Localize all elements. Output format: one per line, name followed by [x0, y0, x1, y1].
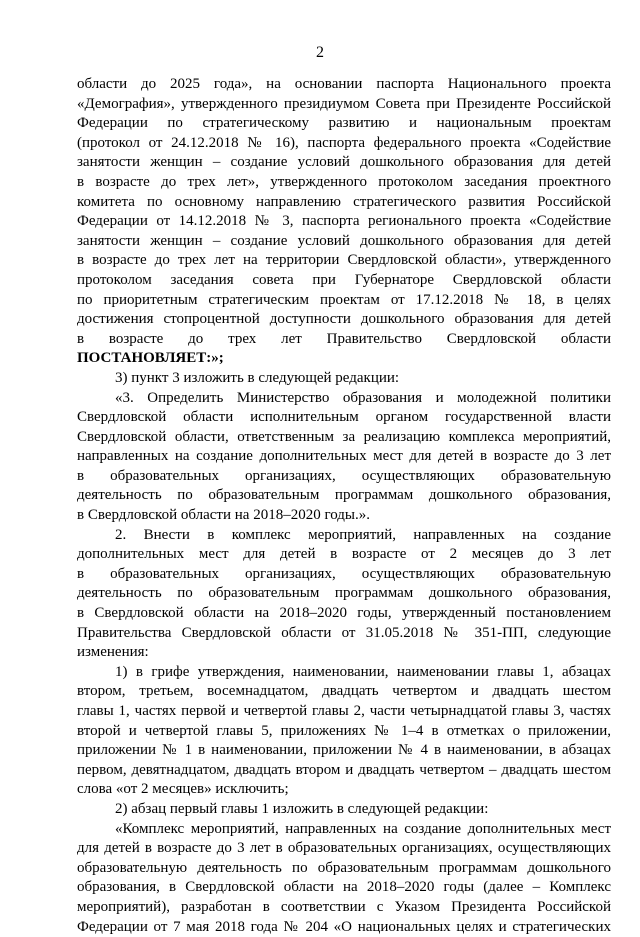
- text-line: Свердловской области, ответственным за реализацию комплекса мероприятий,: [77, 428, 611, 445]
- text-line: в возрасте до трех лет», утвержденного протоколом заседания проектного: [77, 173, 611, 190]
- text-line: первом, девятнадцатом, двадцать втором и двадцать четвертом – двадцать шестом: [77, 761, 611, 778]
- document-body: [77, 75, 611, 937]
- text-line: Федерации от 14.12.2018 № 3, паспорта регионального проекта «Содействие: [77, 213, 611, 230]
- text-line: мероприятий), разработан в соответствии с Указом Президента Российской: [77, 898, 611, 915]
- text-line: Федерации от 7 мая 2018 года № 204 «О национальных целях и стратегических: [77, 918, 611, 935]
- text-line: втором, третьем, восемнадцатом, двадцать четвертом и двадцать шестом: [77, 683, 611, 700]
- text-line: в возрасте до трех лет Правительство Свердловской области: [77, 330, 611, 347]
- text-line: «Демография», утвержденного президиумом Совета при Президенте Российской: [77, 95, 611, 112]
- text-line: 3) пункт 3 изложить в следующей редакции:: [115, 369, 400, 386]
- text-line: в Свердловской области на 2018–2020 годы.».: [77, 507, 370, 524]
- decree-keyword-line: ПОСТАНОВЛЯЕТ:»;: [77, 350, 224, 367]
- text-line: Свердловской области исполнительным органом государственной власти: [77, 409, 611, 426]
- text-line: образования, в Свердловской области на 2018–2020 годы (далее – Комплекс: [77, 879, 611, 896]
- text-line: Правительства Свердловской области от 31.05.2018 № 351-ПП, следующие: [77, 624, 611, 641]
- text-line: области до 2025 года», на основании паспорта Национального проекта: [77, 76, 611, 92]
- text-line: комитета по основному направлению стратегического развития Российской: [77, 193, 611, 210]
- text-line: образовательную деятельность по образовательным программам дошкольного: [77, 859, 611, 876]
- text-line: второй и четвертой главы 5, приложениях № 1–4 в отметках о приложении,: [77, 722, 611, 739]
- text-line: в возрасте до трех лет на территории Свердловской области», утвержденного: [77, 252, 611, 269]
- text-line: деятельность по образовательным программам дошкольного образования,: [77, 585, 611, 602]
- text-line: в образовательных организациях, осуществляющих образовательную: [77, 565, 611, 582]
- text-line: достижения стопроцентной доступности дошкольного образования для детей: [77, 311, 611, 328]
- page-number: 2: [316, 44, 324, 61]
- text-line: по приоритетным стратегическим проектам от 17.12.2018 № 18, в целях: [77, 291, 611, 308]
- text-line: в образовательных организациях, осуществляющих образовательную: [77, 467, 611, 484]
- text-line: протоколом заседания совета при Губернаторе Свердловской области: [77, 271, 611, 288]
- text-line: дополнительных мест для детей в возрасте от 2 месяцев до 3 лет: [77, 546, 611, 563]
- text-line: слова «от 2 месяцев» исключить;: [77, 781, 289, 798]
- text-line: 2. Внести в комплекс мероприятий, направленных на создание: [115, 526, 611, 543]
- text-line: «3. Определить Министерство образования и молодежной политики: [115, 389, 611, 406]
- text-line: в Свердловской области на 2018–2020 годы, утвержденный постановлением: [77, 605, 611, 622]
- text-line: приложении № 1 в наименовании, приложении № 4 в наименовании, в абзацах: [77, 742, 611, 759]
- text-line: Федерации по стратегическому развитию и национальным проектам: [77, 115, 611, 132]
- text-line: (протокол от 24.12.2018 № 16), паспорта федерального проекта «Содействие: [77, 134, 611, 151]
- text-line: 1) в грифе утверждения, наименовании, наименовании главы 1, абзацах: [115, 663, 611, 680]
- text-line: для детей в возрасте до 3 лет в образовательных организациях, осуществляющих: [77, 840, 611, 857]
- text-line: изменения:: [77, 644, 149, 661]
- text-line: деятельность по образовательным программам дошкольного образования,: [77, 487, 611, 504]
- text-line: «Комплекс мероприятий, направленных на создание дополнительных мест: [115, 820, 611, 837]
- text-line: 2) абзац первый главы 1 изложить в следующей редакции:: [115, 800, 489, 817]
- text-line: занятости женщин – создание условий дошкольного образования для детей: [77, 154, 611, 171]
- text-line: занятости женщин – создание условий дошкольного образования для детей: [77, 232, 611, 249]
- text-line: главы 1, частях первой и четвертой главы 2, части четырнадцатой главы 3, частях: [77, 703, 611, 719]
- text-line: направленных на создание дополнительных мест для детей в возрасте до 3 лет: [77, 448, 611, 465]
